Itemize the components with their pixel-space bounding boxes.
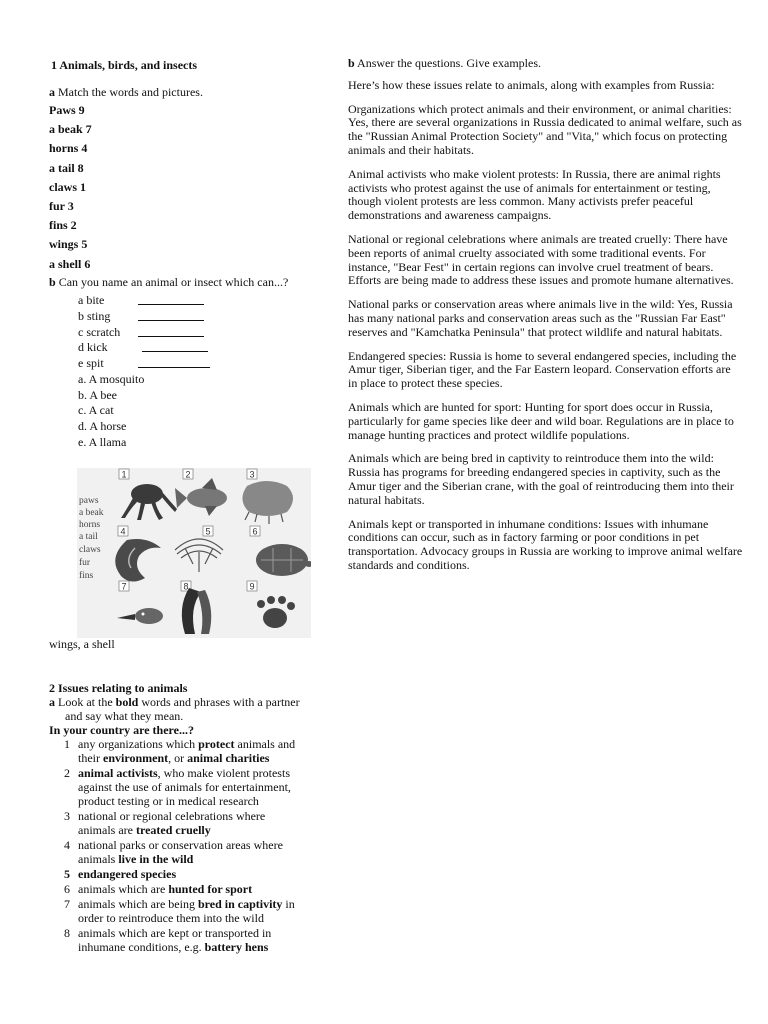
ability-item: d kick [78,340,108,355]
right-column [348,57,743,583]
issue-text: animals which are being [78,897,198,911]
issue-item [49,882,304,896]
match-item: fur 3 [49,199,74,213]
answer-paragraph: Animals which are being bred in captivity to reintroduce them into the wild: Russia has programs for breeding endangered species in captivity, such as the Amur tiger and the Siberian crane, with the goal of reintroducing them into their natural habitats. [348,451,734,507]
match-item: claws 1 [49,179,86,194]
issue-text: animals which are [78,882,169,896]
answer-item: a. A mosquito [78,372,145,386]
issue-number: 2 [64,766,70,780]
issue-keyword: animal charities [187,751,270,765]
section1-b-instruction: b Can you name an animal or insect which can...? [49,275,289,289]
answer-item: e. A llama [78,434,127,449]
ability-item: a bite [78,293,105,307]
picture-number-1: 1 [121,469,127,480]
issue-item [49,867,304,881]
match-item: fins 2 [49,218,77,233]
match-item: wings 5 [49,237,88,252]
answer-blank [138,328,204,337]
answer-paragraphs [348,103,743,573]
picture-label-tail: a tail [79,532,98,542]
issue-text: animals and their [78,737,296,765]
section2-question: In your country are there...? [49,723,194,737]
picture-number-9: 9 [249,581,255,592]
picture-label-fur: fur [79,558,91,568]
picture-number-5: 5 [205,526,211,537]
picture-label-claws: claws [79,545,101,555]
answer-blank [142,343,208,352]
issue-number: 8 [64,926,70,940]
answer-paragraph: Organizations which protect animals and their environment, or animal charities: Yes, there are several organizations in Russia dedicated to animal welfare, such as the "Russian Animal Protection Society" and "Vita," which focus on protecting animals and their habitats. [348,101,742,157]
match-item: a tail 8 [49,160,84,175]
issue-number: 4 [64,838,70,852]
picture-number-7: 7 [121,581,127,592]
right-b-instruction: b Answer the questions. Give examples. [348,56,541,70]
issue-number: 3 [64,809,70,823]
picture-label-beak: a beak [79,508,104,518]
issue-item [49,809,304,837]
picture-number-3: 3 [249,469,255,480]
answer-paragraph: Animals which are hunted for sport: Hunting for sport does occur in Russia, particularly for game species like deer and wild boar. Regulations are in place to manage hunting practices and protect wildlife populations. [348,399,734,442]
ability-item: b sting [78,308,111,323]
answer-item: d. A horse [78,419,127,434]
picture-label-fins: fins [79,571,94,581]
answer-paragraph: Animals kept or transported in inhumane conditions: Issues with inhumane conditions can occur, such as in factory farming or poor conditions in pet transportation. Advocacy groups in Russia are working to improve animal welfare standards and conditions. [348,516,743,572]
ability-item: c scratch [78,324,121,339]
answer-blank [138,312,204,321]
issue-item [49,766,304,808]
answer-item: b. A bee [78,387,117,402]
issues-list [49,737,304,955]
issue-number: 6 [64,882,70,896]
animal-parts-picture [77,468,311,638]
issue-keyword: battery hens [204,940,269,954]
answer-paragraph: Animal activists who make violent protests: In Russia, there are animal rights activists who protest against the use of animals for entertainment or testing, though violent protests are less common. Many activists prefer peaceful demonstrations and awareness campaigns. [348,166,721,223]
match-item: a shell 6 [49,256,91,271]
picture-label-horns: horns [79,520,101,530]
issue-keyword: animal activists [78,766,158,780]
issue-number: 7 [64,897,70,911]
issue-item [49,737,304,765]
picture-number-4: 4 [120,526,126,537]
answer-blank [138,359,210,368]
issue-keyword: bred in captivity [197,897,283,911]
answer-paragraph: Endangered species: Russia is home to several endangered species, including the Amur tiger, Siberian tiger, and the Far Eastern leopard. Conservation efforts are in place to protect these species. [348,348,737,391]
match-item: horns 4 [49,141,88,156]
issue-text: any organizations which [78,737,199,751]
section2-title: 2 Issues relating to animals [49,681,188,695]
section1-title: 1 Animals, birds, and insects [51,58,198,72]
picture-number-6: 6 [252,526,258,537]
issue-text: national or regional celebrations where animals are [78,809,266,837]
ability-item: e spit [78,356,104,371]
issue-item [49,897,304,925]
issue-keyword: protect [198,737,235,751]
answer-blank [138,296,204,305]
answer-paragraph: National or regional celebrations where animals are treated cruelly: There have been reports of animal cruelty associated with some traditional events. For instance, "Bear Fest" in certain regions can involve cruel treatment of bears. Efforts are being made to address these issues and promote humane alternatives. [348,231,734,288]
issue-keyword: treated cruelly [135,823,211,837]
issue-item [49,838,304,866]
match-item: Paws 9 [49,103,85,117]
issue-text: national parks or conservation areas where animals [78,838,283,866]
section2-a-instruction: a Look at the bold words and phrases with a partner [49,695,300,709]
picture-number-2: 2 [185,469,191,480]
issue-text: in order to reintroduce them into the wild [78,897,295,925]
after-picture-text: wings, a shell [49,637,115,651]
picture-label-paws: paws [79,496,99,506]
issue-keyword: live in the wild [118,852,194,866]
issue-keyword: hunted for sport [168,882,253,896]
issue-text: , or [168,751,188,765]
issue-number: 5 [64,867,70,881]
section2-a-instruction-cont: and say what they mean. [65,709,184,723]
issue-text: , who make violent protests against the use of animals for entertainment, product testing or in medical research [78,766,291,808]
right-intro: Here’s how these issues relate to animals, along with examples from Russia: [348,77,715,92]
answer-paragraph: National parks or conservation areas where animals live in the wild: Yes, Russia has many national parks and conservation areas such as the "Russian Far East" reserves and "Kamchatka Peninsula" that protect wildlife and natural habitats. [348,297,733,339]
issue-item [49,926,304,954]
issue-text: animals which are kept or transported in inhumane conditions, e.g. [78,926,272,954]
issue-keyword: endangered species [78,867,177,881]
match-item: a beak 7 [49,122,92,137]
issue-keyword: environment [103,751,169,765]
section1-a-instruction: a Match the words and pictures. [49,85,203,99]
picture-number-8: 8 [183,581,189,592]
answer-item: c. A cat [78,403,114,418]
issue-number: 1 [64,737,70,751]
